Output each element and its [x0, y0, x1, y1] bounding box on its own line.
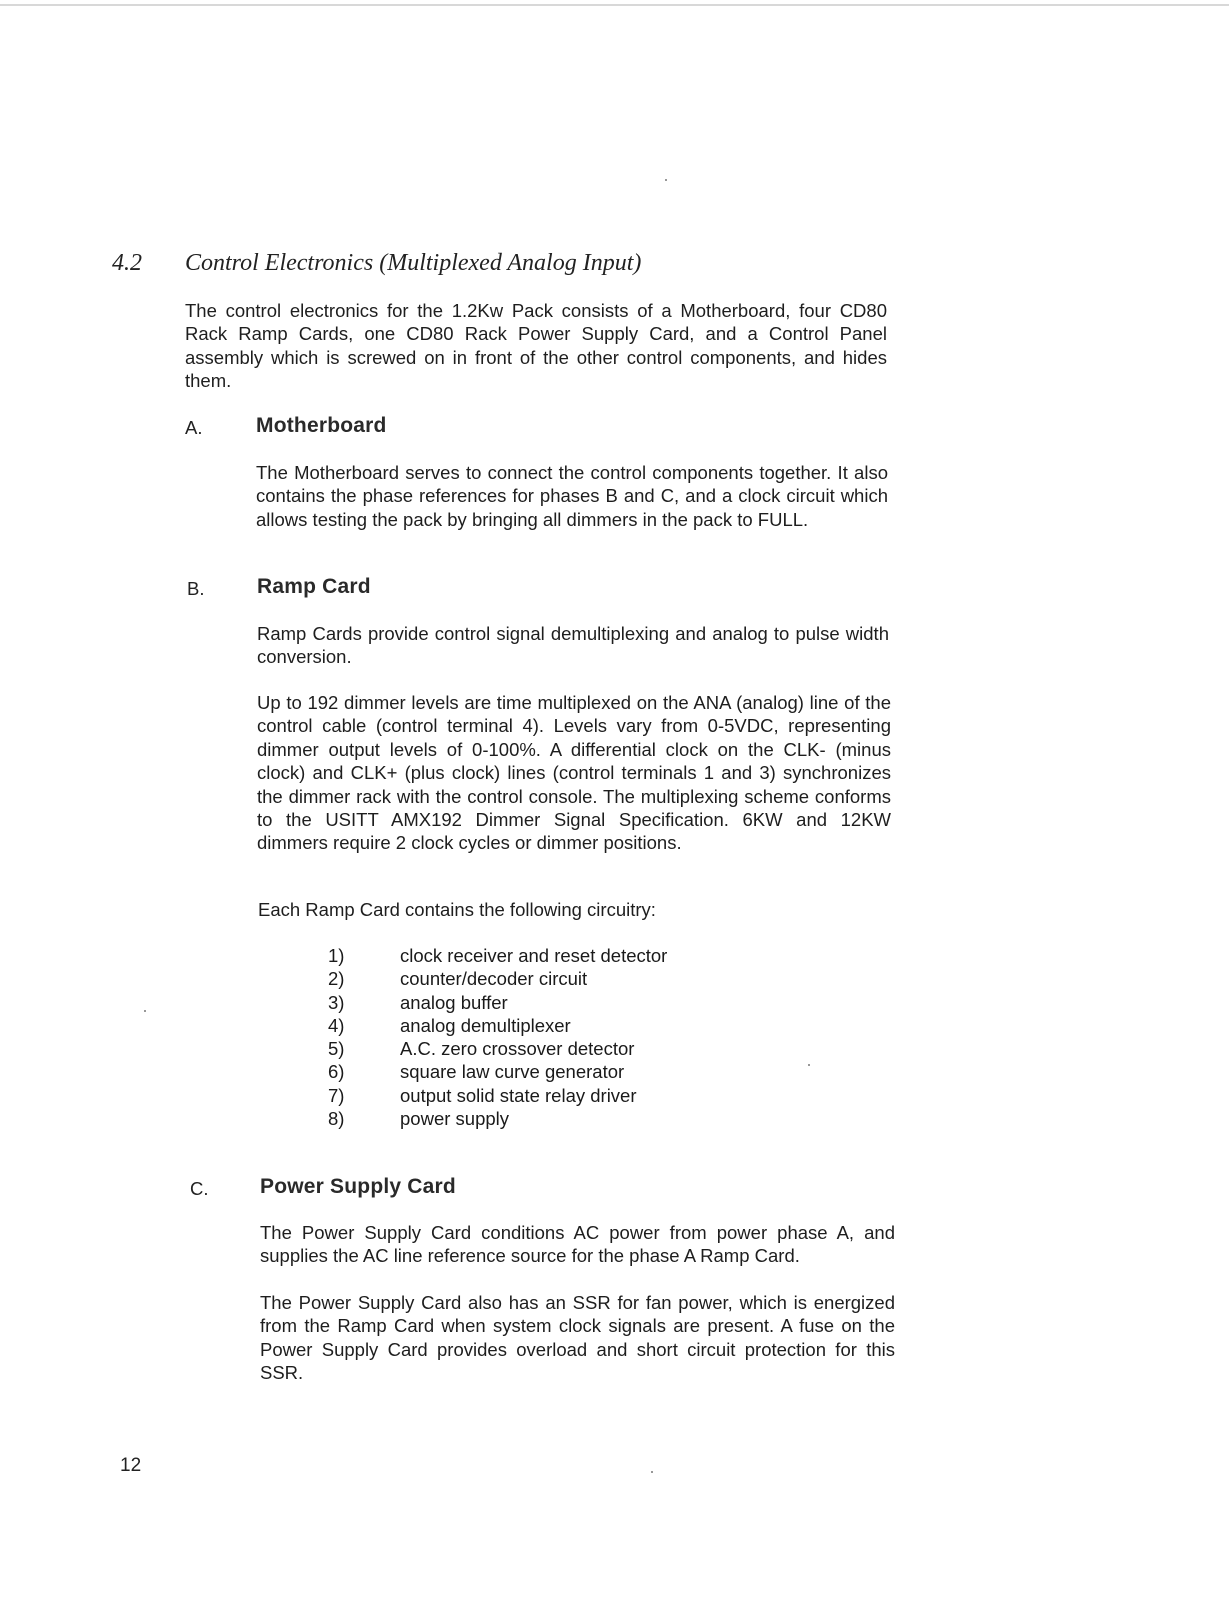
power-supply-paragraph-1: The Power Supply Card conditions AC power from power phase A, and supplies the AC line reference source for the phase A Ramp Card. [260, 1222, 895, 1267]
scan-speck [651, 1471, 653, 1473]
list-item [328, 1107, 667, 1130]
list-item-text: A.C. zero crossover detector [400, 1038, 635, 1060]
scan-edge-line [0, 4, 1229, 6]
circuitry-list [328, 944, 667, 1130]
list-item-text: counter/decoder circuit [400, 968, 588, 990]
list-item-text: square law curve generator [400, 1061, 625, 1083]
list-item [328, 1014, 667, 1037]
subsection-title-ramp-card: Ramp Card [257, 575, 371, 598]
page-number: 12 [120, 1455, 142, 1476]
list-item-number: 3) [328, 991, 345, 1013]
scan-speck [808, 1064, 810, 1066]
list-item [328, 944, 667, 967]
list-item-text: analog buffer [400, 991, 508, 1013]
list-item [328, 967, 667, 990]
list-item [328, 991, 667, 1014]
list-item-number: 8) [328, 1108, 345, 1130]
list-item-text: output solid state relay driver [400, 1084, 637, 1106]
subsection-letter-b: B. [187, 578, 205, 599]
list-item-number: 6) [328, 1061, 345, 1083]
power-supply-paragraph-2: The Power Supply Card also has an SSR for fan power, which is energized from the Ramp Card when system clock signals are present. A fuse on the Power Supply Card provides overload and short circuit protection for this SSR. [260, 1292, 895, 1384]
list-item-text: power supply [400, 1108, 510, 1130]
ramp-card-paragraph-2: Up to 192 dimmer levels are time multiplexed on the ANA (analog) line of the control cable (control terminal 4). Levels vary from 0-5VDC, representing dimmer output levels of 0-100%. A differential clock on the CLK- (minus clock) and CLK+ (plus clock) lines (control terminals 1 and 3) synchronizes the dimmer rack with the control console. The multiplexing scheme conforms to the USITT AMX192 Dimmer Signal Specification. 6KW and 12KW dimmers require 2 clock cycles or dimmer positions. [257, 692, 891, 854]
scan-speck [665, 179, 667, 181]
ramp-card-paragraph-1: Ramp Cards provide control signal demultiplexing and analog to pulse width conversion. [257, 623, 889, 668]
subsection-title-motherboard: Motherboard [256, 414, 387, 437]
section-number: 4.2 [112, 250, 142, 276]
list-item-number: 7) [328, 1084, 345, 1106]
list-item-number: 1) [328, 945, 345, 966]
subsection-letter-a: A. [185, 417, 203, 438]
motherboard-paragraph: The Motherboard serves to connect the control components together. It also contains the phase references for phases B and C, and a clock circuit which allows testing the pack by bringing all dimmers in the pack to FULL. [256, 462, 888, 530]
ramp-card-paragraph-3: Each Ramp Card contains the following circuitry: [258, 899, 656, 920]
list-item-number: 5) [328, 1038, 345, 1060]
list-item [328, 1037, 667, 1060]
list-item [328, 1060, 667, 1083]
scan-speck [144, 1010, 146, 1012]
list-item-number: 4) [328, 1014, 345, 1036]
list-item-text: analog demultiplexer [400, 1014, 571, 1036]
subsection-title-power-supply-card: Power Supply Card [260, 1175, 456, 1198]
list-item [328, 1084, 667, 1107]
section-title: Control Electronics (Multiplexed Analog Input) [185, 250, 642, 276]
list-item-number: 2) [328, 968, 345, 990]
list-item-text: clock receiver and reset detector [400, 945, 668, 966]
intro-paragraph: The control electronics for the 1.2Kw Pack consists of a Motherboard, four CD80 Rack Ramp Cards, one CD80 Rack Power Supply Card, and a Control Panel assembly which is screwed on in front of the other control components, and hides them. [185, 300, 887, 392]
subsection-letter-c: C. [190, 1178, 209, 1199]
